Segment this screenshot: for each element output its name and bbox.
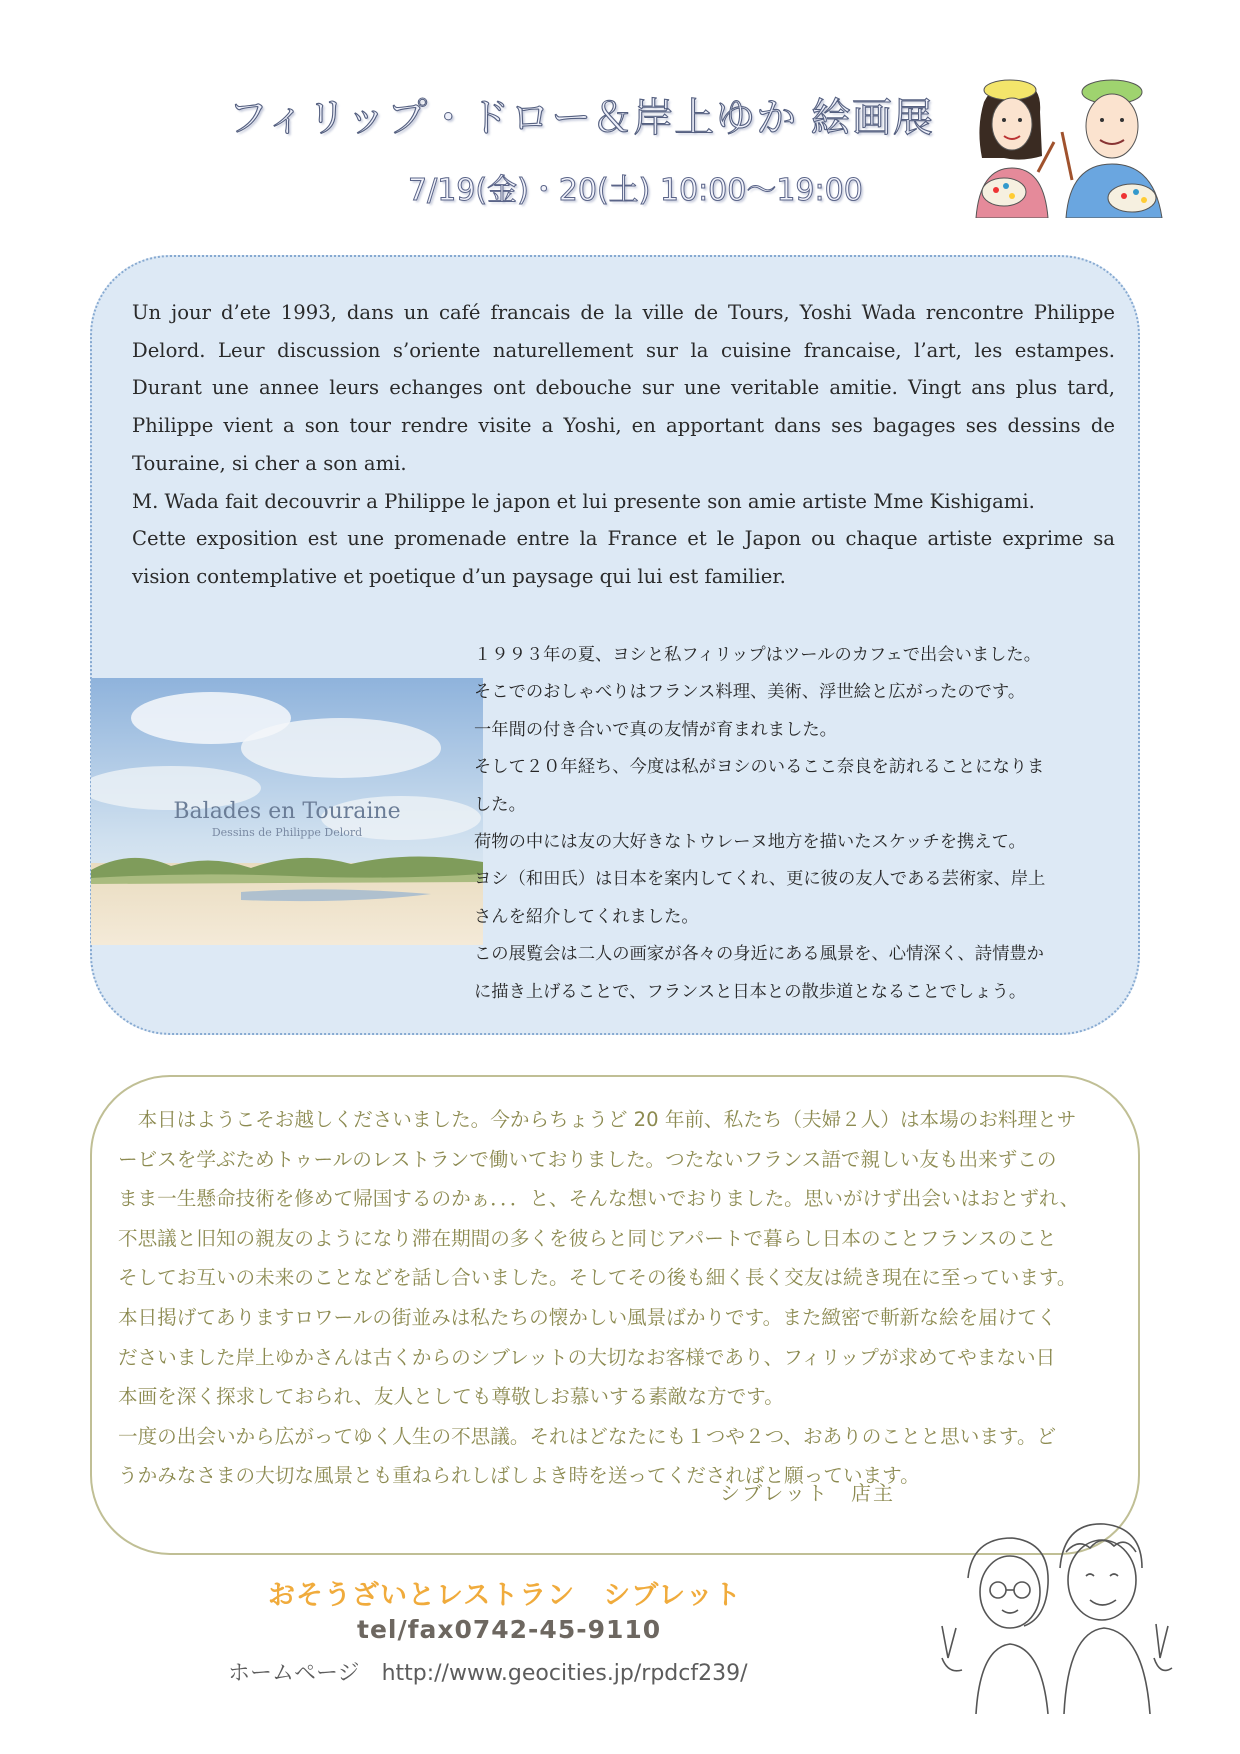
french-paragraph: Cette exposition est une promenade entre la France et le Japon ou chaque artiste exprime sa vision contemplative et poetique d’un paysage qui lui est familier. xyxy=(132,527,1115,588)
message-line: 本日はようこそお越しくださいました。今からちょうど 20 年前、私たち（夫婦２人）は本場のお料理とサ xyxy=(118,1108,1077,1131)
japanese-line: 荷物の中には友の大好きなトウレーヌ地方を描いたスケッチを携えて。 xyxy=(474,832,1026,853)
message-line: まま一生懸命技術を修めて帰国するのかぁ．．．と、そんな想いでおりました。思いがけず出会いはおとずれ、 xyxy=(118,1187,1080,1211)
message-line: 本日掲げてありますロワールの街並みは私たちの懐かしい風景ばかりです。また緻密で斬新な絵を届けてく xyxy=(118,1305,1057,1329)
homepage-link[interactable]: http://www.geocities.jp/rpdcf239/ xyxy=(381,1661,748,1686)
message-line: 本画を深く探求しておられ、友人としても尊敬しお慕いする素敵な方です。 xyxy=(118,1385,784,1409)
exhibition-dates: 7/19(金)・20(土) 10:00〜19:00 xyxy=(408,173,863,208)
artists-caricature-illustration xyxy=(962,72,1170,218)
french-paragraph: M. Wada fait decouvrir a Philippe le japon et lui presente son amie artiste Mme Kishigami. xyxy=(132,489,1035,513)
japanese-line: 一年間の付き合いで真の友情が育まれました。 xyxy=(474,719,837,740)
owner-message xyxy=(118,1100,1128,1496)
french-description xyxy=(132,294,1115,596)
japanese-line: そして２０年経ち、今度は私がヨシのいるここ奈良を訪れることになりま xyxy=(474,757,1045,778)
japanese-line: １９９３年の夏、ヨシと私フィリップはツールのカフェで出会いました。 xyxy=(474,645,1041,665)
owners-line-drawing-illustration xyxy=(928,1508,1176,1714)
page-title: フィリップ・ドロー＆岸上ゆか 絵画展 xyxy=(228,95,934,141)
japanese-line: この展覧会は二人の画家が各々の身近にある風景を、心情深く、詩情豊か xyxy=(474,944,1044,965)
shop-name: おそうざいとレストラン シブレット xyxy=(268,1580,742,1611)
message-line: ださいました岸上ゆかさんは古くからのシブレットの大切なお客様であり、フィリップが求めてやまない日 xyxy=(118,1345,1056,1369)
japanese-description xyxy=(474,637,1124,1011)
homepage-label: ホームページ xyxy=(228,1661,360,1686)
message-line: そしてお互いの未来のことなどを話し合いました。そしてその後も細く長く交友は続き現在に至っています。 xyxy=(118,1266,1077,1290)
japanese-line: した。 xyxy=(474,794,526,815)
painting-subtitle: Dessins de Philippe Delord xyxy=(211,826,363,839)
french-paragraph: Un jour d’ete 1993, dans un café francais de la ville de Tours, Yoshi Wada rencontre Philippe Delord. Leur discussion s’oriente naturellement sur la cuisine francaise, l’art, les estampes. Durant une annee leurs echanges ont debouche sur une veritable amitie. Vingt ans plus tard, Philippe vient a son tour rendre visite a Yoshi, en apportant dans ses bagages ses dessins de Touraine, si cher a son ami. xyxy=(132,301,1115,475)
japanese-line: に描き上げることで、フランスと日本との散歩道となることでしょう。 xyxy=(474,981,1027,1002)
message-line: 一度の出会いから広がってゆく人生の不思議。それはどなたにも１つや２つ、おありのことと思います。ど xyxy=(118,1424,1057,1448)
balades-en-touraine-painting xyxy=(91,678,483,945)
japanese-line: そこでのおしゃべりはフランス料理、美術、浮世絵と広がったのです。 xyxy=(474,682,1026,703)
phone-number: tel/fax0742-45-9110 xyxy=(357,1615,662,1644)
painting-title: Balades en Touraine xyxy=(173,799,401,824)
message-line: 不思議と旧知の親友のようになり滞在期間の多くを彼らと同じアパートで暮らし日本のことフランスのこと xyxy=(118,1226,1057,1250)
message-line: ービスを学ぶためトゥールのレストランで働いておりました。つたないフランス語で親しい友も出来ずこの xyxy=(118,1147,1057,1171)
japanese-line: さんを紹介してくれました。 xyxy=(474,906,699,927)
message-line: うかみなさまの大切な風景とも重ねられしばしよき時を送ってくださればと願っています。 xyxy=(118,1464,920,1488)
homepage-line xyxy=(228,1656,748,1687)
message-signature: シブレット 店主 xyxy=(720,1481,895,1505)
japanese-line: ヨシ（和田氏）は日本を案内してくれ、更に彼の友人である芸術家、岸上 xyxy=(474,869,1046,890)
